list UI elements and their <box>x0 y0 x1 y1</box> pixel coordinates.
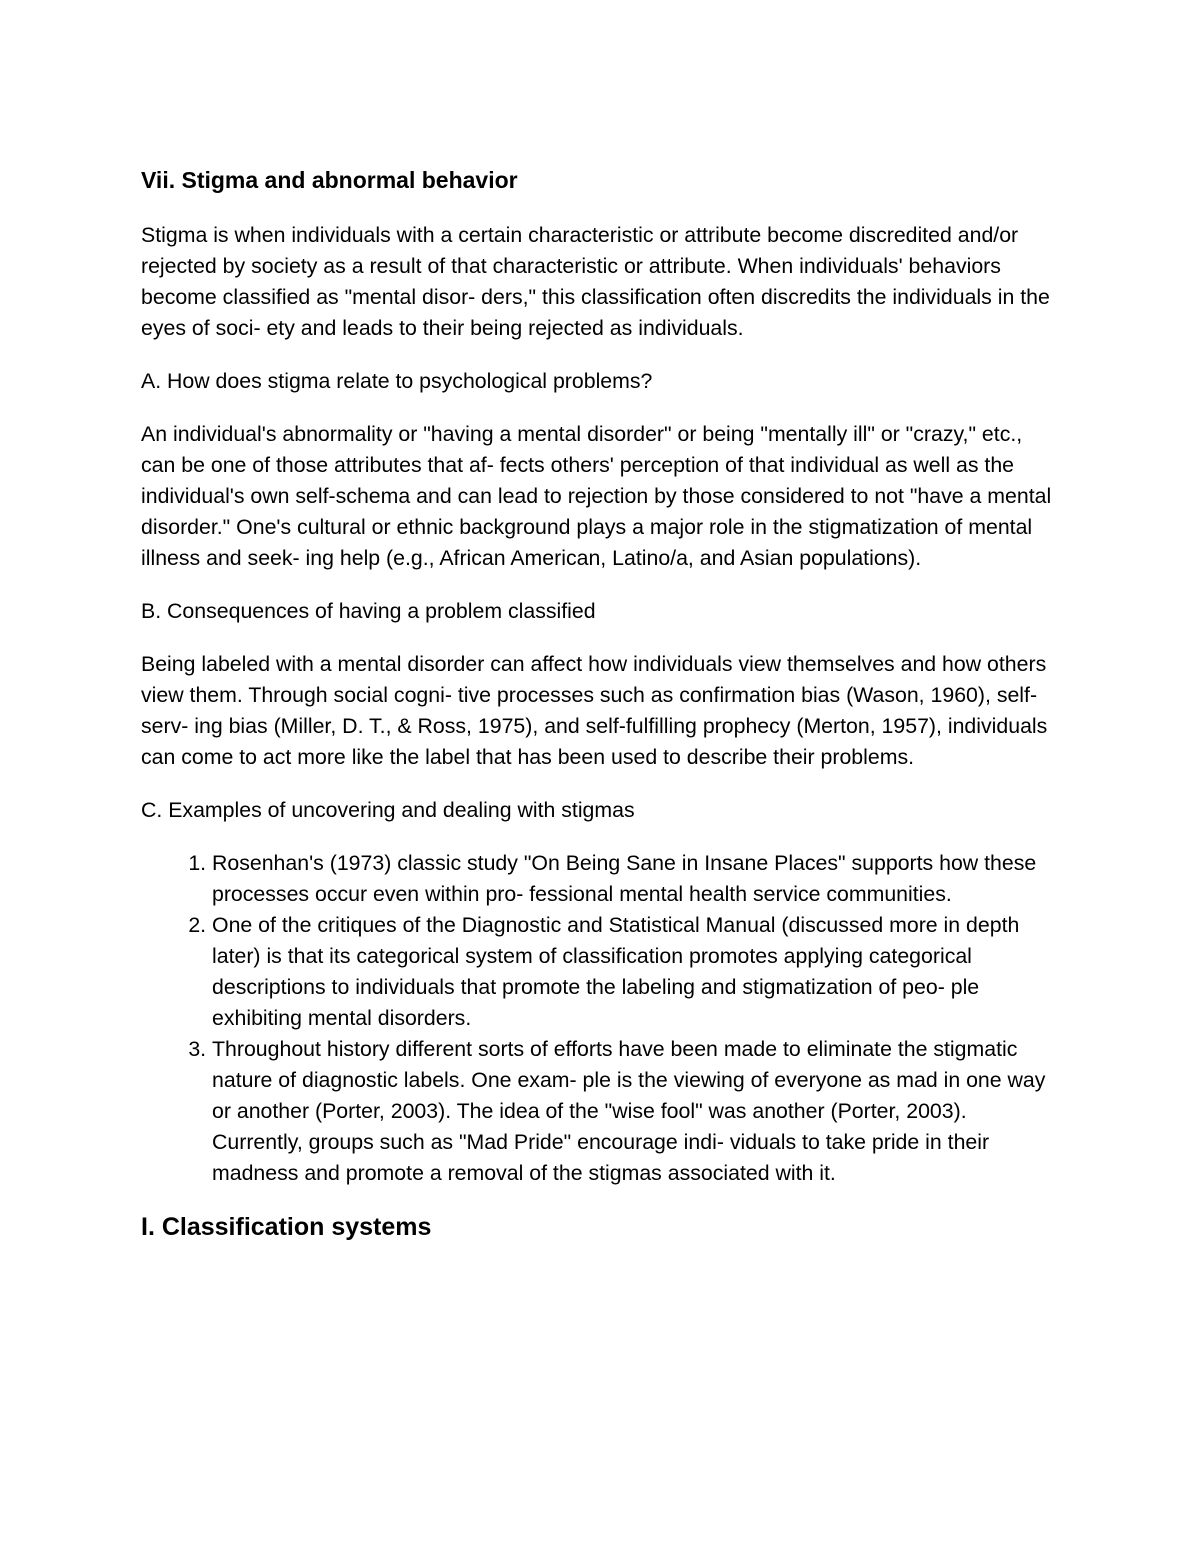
part-a-body: An individual's abnormality or "having a mental disorder" or being "mentally ill" or "crazy," etc., can be one of those attributes that af- fects others' perception of that individual as well as the individual's own self-schema and can lead to rejection by those considered to not "have a mental disorder." One's cultural or ethnic background plays a major role in the stigmatization of mental illness and seek- ing help (e.g., African American, Latino/a, and Asian populations). <box>141 422 1052 570</box>
part-c-title: C. Examples of uncovering and dealing with stigmas <box>141 798 635 822</box>
list-item: 3. Throughout history different sorts of efforts have been made to eliminate the stigmatic nature of diagnostic labels. One exam- ple is the viewing of everyone as mad in one way or another (Porter, 2003). The idea of the "wise fool" was another (Porter, 2003). Currently, groups such as "Mad Pride" encourage indi- viduals to take pride in their madness and promote a removal of the stigmas associated with it. <box>212 1034 1061 1189</box>
section-heading-vii: Vii. Stigma and abnormal behavior <box>141 167 518 193</box>
list-item: 2. One of the critiques of the Diagnostic and Statistical Manual (discussed more in depth later) is that its categorical system of classification promotes applying categorical descriptions to individuals that promote the labeling and stigmatization of peo- ple exhibiting mental disorders. <box>212 910 1061 1034</box>
part-b-title: B. Consequences of having a problem classified <box>141 599 596 623</box>
part-b-body: Being labeled with a mental disorder can affect how individuals view themselves and how others view them. Through social cogni- tive processes such as confirmation bias (Wason, 1960), self-serv- ing bias (Miller, D. T., & Ross, 1975), and self-fulfilling prophecy (Merton, 1957), individuals can come to act more like the label that has been used to describe their problems. <box>141 652 1048 769</box>
document-page <box>141 166 1061 1267</box>
examples-list <box>141 848 1061 1189</box>
list-item: 1. Rosenhan's (1973) classic study "On Being Sane in Insane Places" supports how these processes occur even within pro- fessional mental health service communities. <box>212 848 1061 910</box>
intro-paragraph: Stigma is when individuals with a certain characteristic or attribute become discredited and/or rejected by society as a result of that characteristic or attribute. When individuals' behaviors become classified as "mental disor- ders," this classification often discredits the individuals in the eyes of soci- ety and leads to their being rejected as individuals. <box>141 223 1050 340</box>
section-heading-i: I. Classification systems <box>141 1213 432 1241</box>
part-a-title: A. How does stigma relate to psychological problems? <box>141 369 653 393</box>
